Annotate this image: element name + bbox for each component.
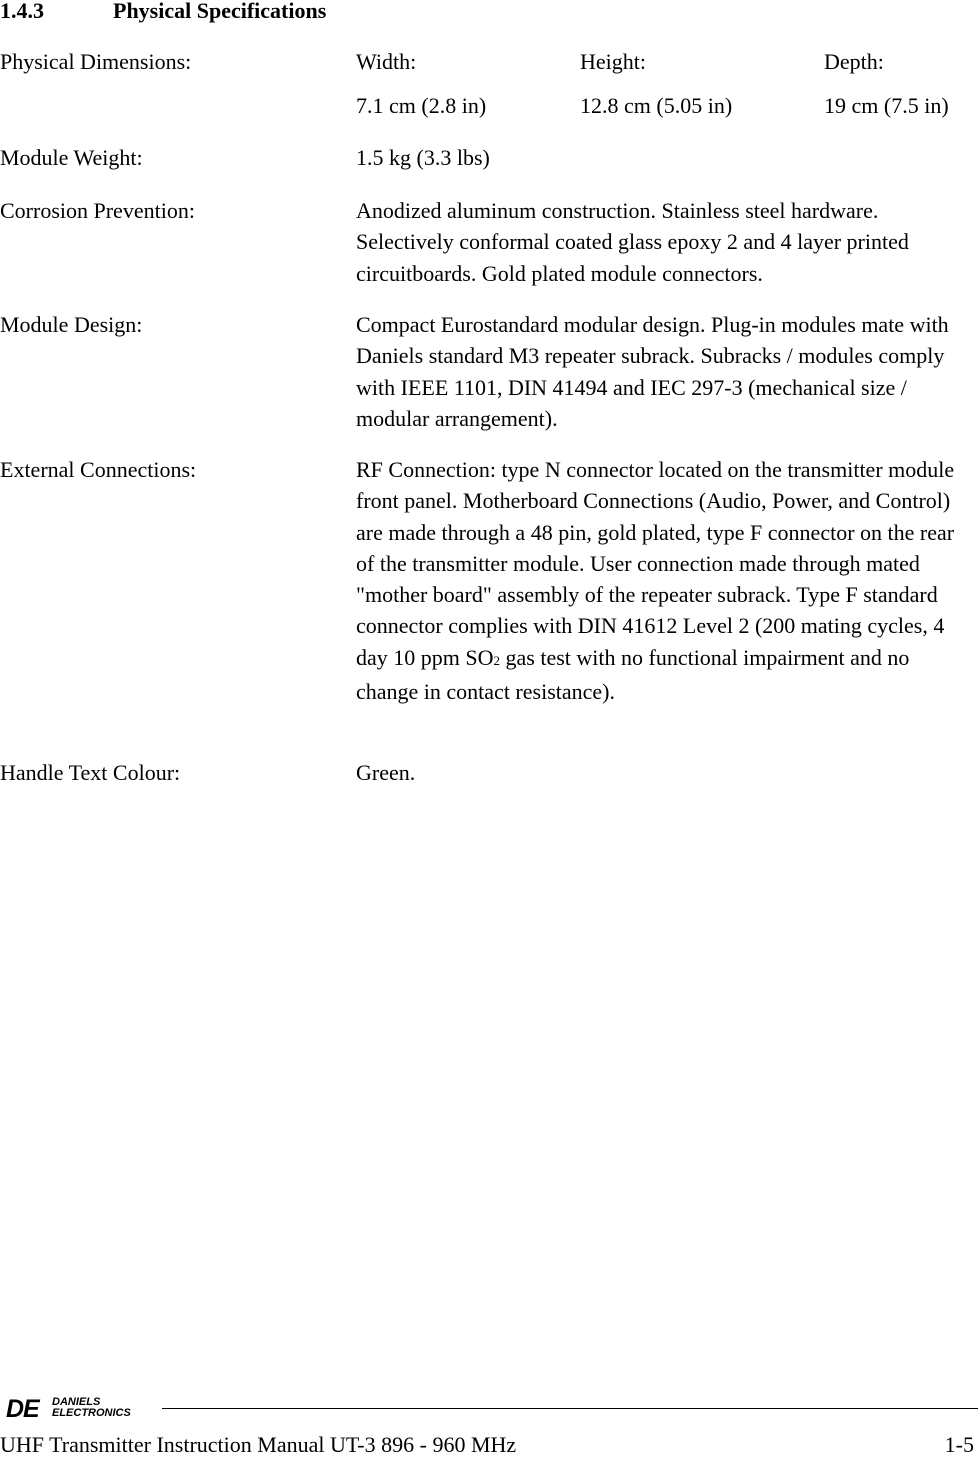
so2-subscript: 2	[493, 652, 500, 668]
section-title: Physical Specifications	[113, 0, 327, 23]
depth-value: 19 cm (7.5 in)	[824, 93, 949, 118]
module-weight-label: Module Weight:	[0, 145, 143, 170]
handle-text-colour-value: Green.	[356, 760, 416, 785]
external-connections-text-1: RF Connection: type N connector located on the transmitter module front panel. Motherboard Connections (Audio, Power, and Control) are made through a 48 pin, gold plated, type F connector on the rear of the transmitter module. User connection made through mated "mother board" assembly of the repeater subrack. Type F standard connector complies with DIN 41612 Level 2 (200 mating cycles, 4 day 10 ppm SO	[356, 457, 955, 670]
external-connections-text-2: gas test with no functional impairment and no change in contact resistance).	[356, 644, 910, 705]
height-value: 12.8 cm (5.05 in)	[580, 93, 733, 118]
footer-rule	[162, 1408, 978, 1409]
corrosion-prevention-label: Corrosion Prevention:	[0, 198, 195, 223]
corrosion-prevention-value: Anodized aluminum construction. Stainless steel hardware. Selectively conformal coated glass epoxy 2 and 4 layer printed circuitboards. Gold plated module connectors.	[356, 198, 909, 286]
module-design-label: Module Design:	[0, 312, 143, 337]
logo-company-name	[52, 1397, 131, 1419]
logo-mark: DE	[6, 1395, 39, 1423]
footer-page-number: 1-5	[944, 1432, 974, 1457]
height-label: Height:	[580, 49, 646, 74]
module-weight-value: 1.5 kg (3.3 lbs)	[356, 145, 490, 170]
logo-line-1: DANIELS	[52, 1396, 101, 1408]
section-number: 1.4.3	[0, 0, 44, 23]
width-value: 7.1 cm (2.8 in)	[356, 93, 487, 118]
external-connections-value	[356, 454, 976, 707]
width-label: Width:	[356, 49, 417, 74]
logo-line-2: ELECTRONICS	[52, 1407, 131, 1419]
section-heading	[0, 0, 326, 24]
module-design-value: Compact Eurostandard modular design. Plug-in modules mate with Daniels standard M3 repeater subrack. Subracks / modules comply with IEEE 1101, DIN 41494 and IEC 297-3 (mechanical size / modular arrangement).	[356, 312, 949, 431]
physical-dimensions-label: Physical Dimensions:	[0, 49, 192, 74]
daniels-electronics-logo	[6, 1396, 156, 1422]
depth-label: Depth:	[824, 49, 884, 74]
handle-text-colour-label: Handle Text Colour:	[0, 760, 181, 785]
footer-manual-title: UHF Transmitter Instruction Manual UT-3 896 - 960 MHz	[0, 1432, 517, 1457]
external-connections-label: External Connections:	[0, 457, 197, 482]
